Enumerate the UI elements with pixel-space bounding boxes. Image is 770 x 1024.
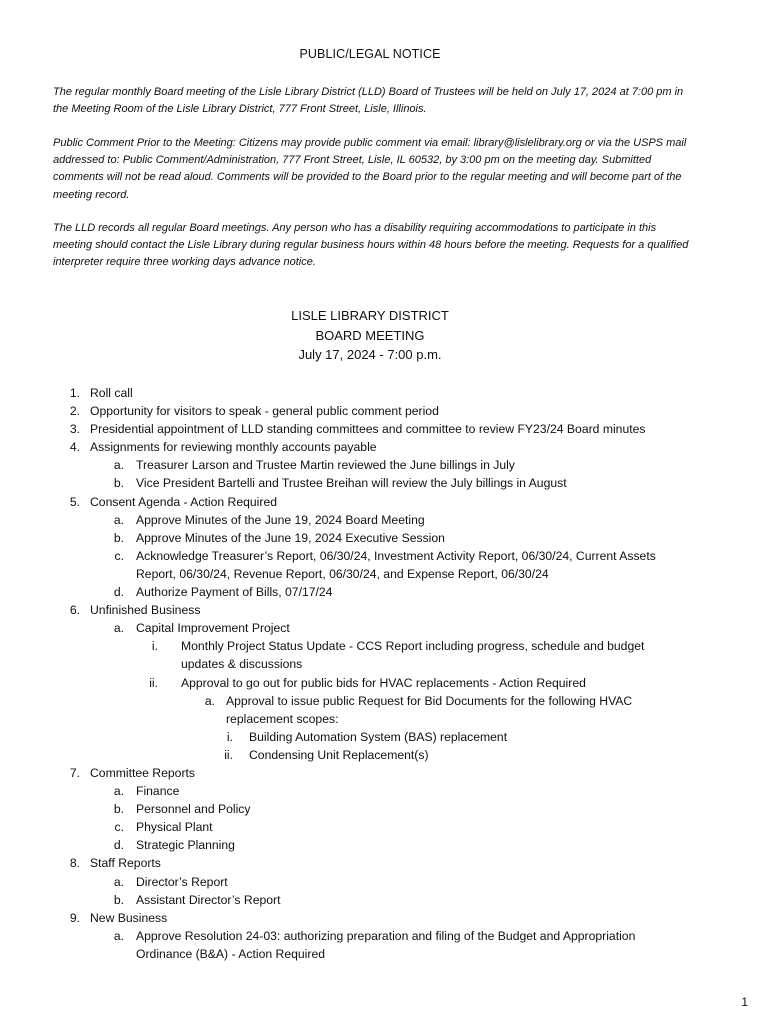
agenda-item-text: Director’s Report xyxy=(136,874,228,889)
agenda-item-marker: 2. xyxy=(69,404,80,419)
agenda-list xyxy=(0,384,770,963)
agenda-item-marker: 5. xyxy=(69,494,80,509)
agenda-item-marker: a. xyxy=(113,784,124,799)
agenda-item xyxy=(0,384,770,402)
agenda-item-text: Vice President Bartelli and Trustee Breihan will review the July billings in August xyxy=(136,476,567,491)
agenda-item-marker: 7. xyxy=(69,765,80,780)
agenda-item xyxy=(0,927,770,963)
agenda-item-marker: 9. xyxy=(69,910,80,925)
agenda-item xyxy=(0,909,770,927)
agenda-item xyxy=(0,493,770,511)
agenda-item-marker: i. xyxy=(226,729,233,744)
meeting-datetime: July 17, 2024 - 7:00 p.m. xyxy=(298,347,442,362)
agenda-item-marker: a. xyxy=(113,458,124,473)
agenda-item-text: Roll call xyxy=(90,386,133,400)
agenda-item xyxy=(0,547,770,583)
agenda-item xyxy=(0,619,770,637)
agenda-item-marker: b. xyxy=(113,530,124,545)
agenda-item-text: Condensing Unit Replacement(s) xyxy=(249,747,429,762)
page-number: 1 xyxy=(741,995,748,1009)
agenda-item xyxy=(0,438,770,456)
agenda-item-marker: 1. xyxy=(69,386,80,400)
agenda-item-text: Committee Reports xyxy=(90,765,195,780)
notice-paragraph-accessibility: The LLD records all regular Board meetings. Any person who has a disability requiring accommodations to participate in this meeting should contact the Lisle Library during regular business hours within 48 hours before the meeting. Requests for a qualified interpreter require three working days advance notice. xyxy=(53,222,689,269)
agenda-item xyxy=(0,402,770,420)
agenda-item-marker: 8. xyxy=(69,856,80,871)
agenda-item-text: Strategic Planning xyxy=(136,838,235,853)
agenda-item-text: Presidential appointment of LLD standing committees and committee to review FY23/24 Board minutes xyxy=(90,422,646,437)
agenda-item-text: Consent Agenda - Action Required xyxy=(90,494,278,509)
agenda-item-text: Staff Reports xyxy=(90,856,161,871)
agenda-item-marker: d. xyxy=(113,585,124,600)
agenda-item-marker: a. xyxy=(113,874,124,889)
agenda-item xyxy=(0,674,770,692)
agenda-item-marker: 6. xyxy=(69,603,80,618)
agenda-item xyxy=(0,800,770,818)
agenda-item xyxy=(0,836,770,854)
meeting-title: BOARD MEETING xyxy=(315,327,425,343)
agenda-item-marker: c. xyxy=(114,820,124,835)
agenda-item xyxy=(0,692,770,728)
agenda-item-marker: a. xyxy=(113,512,124,527)
agenda-item xyxy=(0,818,770,836)
agenda-item-marker: 3. xyxy=(69,422,80,437)
agenda-item-text: Approve Minutes of the June 19, 2024 Executive Session xyxy=(136,530,445,545)
agenda-item-marker: i. xyxy=(151,639,158,654)
agenda-item xyxy=(0,511,770,529)
agenda-item-text: Approval to issue public Request for Bid Documents for the following HVAC replacement scopes: xyxy=(226,693,633,726)
agenda-item-marker: b. xyxy=(113,892,124,907)
agenda-item xyxy=(0,529,770,547)
agenda-item xyxy=(0,728,770,746)
agenda-item-text: Approval to go out for public bids for HVAC replacements - Action Required xyxy=(181,675,586,690)
agenda-item xyxy=(0,420,770,438)
agenda-item xyxy=(0,764,770,782)
meeting-org: LISLE LIBRARY DISTRICT xyxy=(291,308,449,323)
agenda-item-marker: d. xyxy=(113,838,124,853)
agenda-item-text: Approve Minutes of the June 19, 2024 Board Meeting xyxy=(136,512,425,527)
agenda-item-text: Assistant Director’s Report xyxy=(136,892,281,907)
agenda-item xyxy=(0,891,770,909)
agenda-item-text: New Business xyxy=(90,910,168,925)
agenda-item-marker: c. xyxy=(114,548,124,563)
agenda-item xyxy=(0,474,770,492)
agenda-item xyxy=(0,854,770,872)
agenda-item-text: Capital Improvement Project xyxy=(136,621,290,636)
agenda-item-marker: ii. xyxy=(224,747,233,762)
agenda-item-text: Finance xyxy=(136,784,180,799)
agenda-item-marker: a. xyxy=(113,928,124,943)
agenda-item xyxy=(0,456,770,474)
agenda-item-marker: b. xyxy=(113,476,124,491)
agenda-item-text: Monthly Project Status Update - CCS Report including progress, schedule and budget updates & discussions xyxy=(181,639,645,672)
agenda-item-text: Personnel and Policy xyxy=(136,802,251,817)
agenda-item xyxy=(0,583,770,601)
agenda-item-text: Unfinished Business xyxy=(90,603,201,618)
agenda-item-text: Opportunity for visitors to speak - general public comment period xyxy=(90,404,439,419)
agenda-item-text: Acknowledge Treasurer’s Report, 06/30/24, Investment Activity Report, 06/30/24, Current Assets Report, 06/30/24, Revenue Report, 06/30/24, and Expense Report, 06/30/24 xyxy=(136,548,656,581)
agenda-item-text: Building Automation System (BAS) replacement xyxy=(249,729,508,744)
notice-paragraph-public-comment: Public Comment Prior to the Meeting: Citizens may provide public comment via email: library@lislelibrary.org or via the USPS mail addressed to: Public Comment/Administration, 777 Front Street, Lisle, IL 60532, by 3:00 pm on the meeting day. Submitted comments will not be read aloud. Comments will be provided to the Board prior to the regular meeting and will become part of the meeting record. xyxy=(53,137,687,201)
agenda-item-text: Approve Resolution 24-03: authorizing preparation and filing of the Budget and Appropriation Ordinance (B&A) - Action Required xyxy=(136,928,636,961)
notice-title: PUBLIC/LEGAL NOTICE xyxy=(299,47,441,61)
agenda-item xyxy=(0,601,770,619)
agenda-item-marker: ii. xyxy=(149,675,158,690)
agenda-item-text: Authorize Payment of Bills, 07/17/24 xyxy=(136,585,333,600)
agenda-item xyxy=(0,873,770,891)
agenda-item-text: Treasurer Larson and Trustee Martin reviewed the June billings in July xyxy=(136,458,515,473)
agenda-item-marker: a. xyxy=(204,693,215,708)
agenda-item-marker: b. xyxy=(113,802,124,817)
agenda-item xyxy=(0,782,770,800)
notice-paragraph-meeting: The regular monthly Board meeting of the Lisle Library District (LLD) Board of Trustees will be held on July 17, 2024 at 7:00 pm in the Meeting Room of the Lisle Library District, 777 Front Street, Lisle, Illinois. xyxy=(53,86,684,116)
agenda-item-marker: 4. xyxy=(69,440,80,455)
meeting-heading xyxy=(0,306,740,365)
agenda-item-marker: a. xyxy=(113,621,124,636)
agenda-item-text: Physical Plant xyxy=(136,820,213,835)
agenda-item xyxy=(0,637,770,673)
agenda-item xyxy=(0,746,770,764)
agenda-item-text: Assignments for reviewing monthly accounts payable xyxy=(90,440,377,455)
